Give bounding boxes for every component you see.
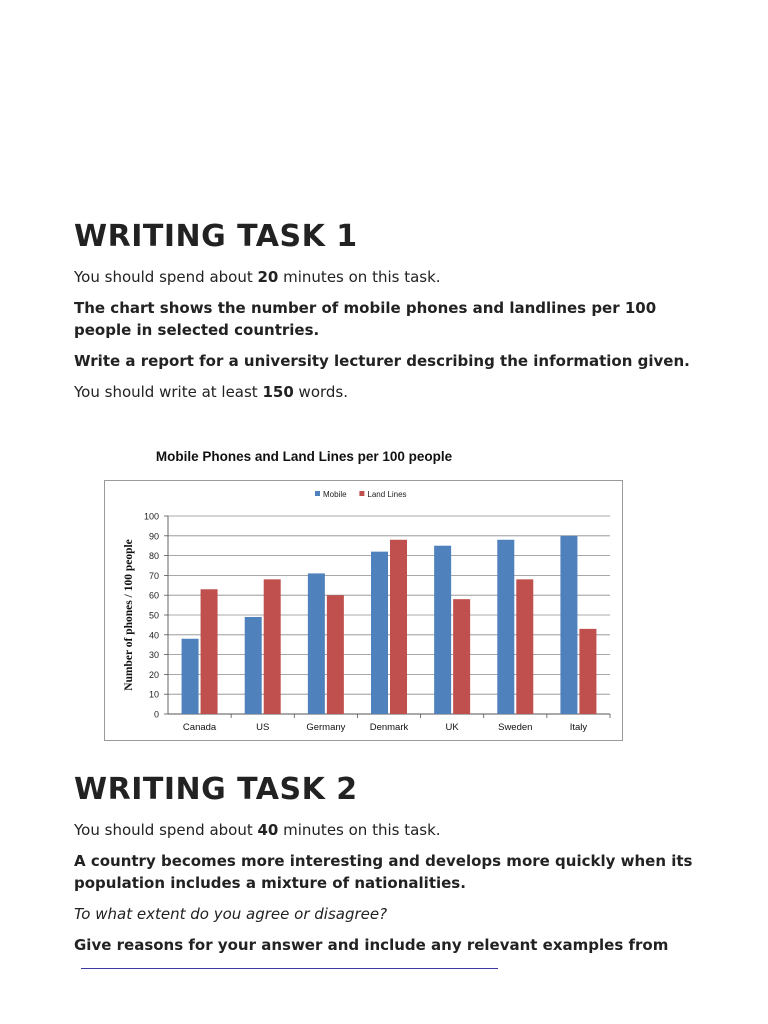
y-tick-label: 90 xyxy=(148,531,159,542)
legend-label: Land Lines xyxy=(367,490,407,499)
task2-prompt: A country becomes more interesting and develops more quickly when its population includes a mixture of nationalities. xyxy=(74,852,693,892)
x-tick-label: US xyxy=(256,722,270,733)
task1-words-value: 150 xyxy=(262,383,294,401)
bar-land-lines xyxy=(579,629,596,714)
bar-land-lines xyxy=(516,579,533,714)
bar-mobile xyxy=(434,546,451,714)
task1-time-value: 20 xyxy=(257,268,279,286)
bar-mobile xyxy=(497,540,514,714)
y-axis-label: Number of phones / 100 people xyxy=(123,539,135,691)
task2-instruction: Give reasons for your answer and include any relevant examples from xyxy=(74,936,669,954)
writing-task-1 xyxy=(74,218,704,412)
bar-land-lines xyxy=(201,589,218,714)
bar-mobile xyxy=(371,552,388,714)
task2-question: To what extent do you agree or disagree? xyxy=(74,905,388,923)
y-tick-label: 70 xyxy=(148,570,159,581)
bar-mobile xyxy=(308,573,325,714)
task1-word-count: You should write at least 150 words. xyxy=(74,383,349,401)
bar-land-lines xyxy=(390,540,407,714)
bar-mobile xyxy=(245,617,262,714)
legend-swatch xyxy=(359,491,364,496)
x-tick-label: Denmark xyxy=(369,722,409,733)
chart-plot xyxy=(105,481,622,740)
task1-instruction: Write a report for a university lecturer describing the information given. xyxy=(74,352,690,370)
x-tick-label: Italy xyxy=(569,722,588,733)
bar-land-lines xyxy=(453,599,470,714)
bar-mobile xyxy=(560,536,577,714)
chart-title: Mobile Phones and Land Lines per 100 people xyxy=(155,449,453,464)
writing-task-2 xyxy=(74,771,704,965)
y-tick-label: 20 xyxy=(148,669,159,680)
y-tick-label: 50 xyxy=(148,610,159,621)
task2-time-value: 40 xyxy=(257,821,279,839)
task1-prompt: The chart shows the number of mobile phones and landlines per 100 people in selected countries. xyxy=(74,299,657,339)
y-tick-label: 40 xyxy=(148,630,159,641)
task2-heading: WRITING TASK 2 xyxy=(74,772,358,807)
chart-frame xyxy=(104,480,623,741)
x-tick-label: UK xyxy=(445,722,459,733)
task1-time-instruction: You should spend about 20 minutes on this task. xyxy=(74,268,441,286)
legend-label: Mobile xyxy=(323,490,347,499)
y-tick-label: 30 xyxy=(148,650,159,661)
bottom-rule xyxy=(81,968,498,969)
x-tick-label: Canada xyxy=(182,722,217,733)
y-tick-label: 10 xyxy=(148,689,159,700)
y-tick-label: 60 xyxy=(148,590,159,601)
bar-land-lines xyxy=(264,579,281,714)
phones-chart xyxy=(104,445,624,743)
bar-mobile xyxy=(182,639,199,714)
y-tick-label: 80 xyxy=(148,551,159,562)
x-tick-label: Germany xyxy=(306,722,346,733)
y-tick-label: 100 xyxy=(143,511,159,522)
task2-time-instruction: You should spend about 40 minutes on this task. xyxy=(74,821,441,839)
bar-land-lines xyxy=(327,595,344,714)
y-tick-label: 0 xyxy=(153,709,159,720)
legend-swatch xyxy=(315,491,320,496)
task1-heading: WRITING TASK 1 xyxy=(74,219,358,254)
x-tick-label: Sweden xyxy=(498,722,533,733)
